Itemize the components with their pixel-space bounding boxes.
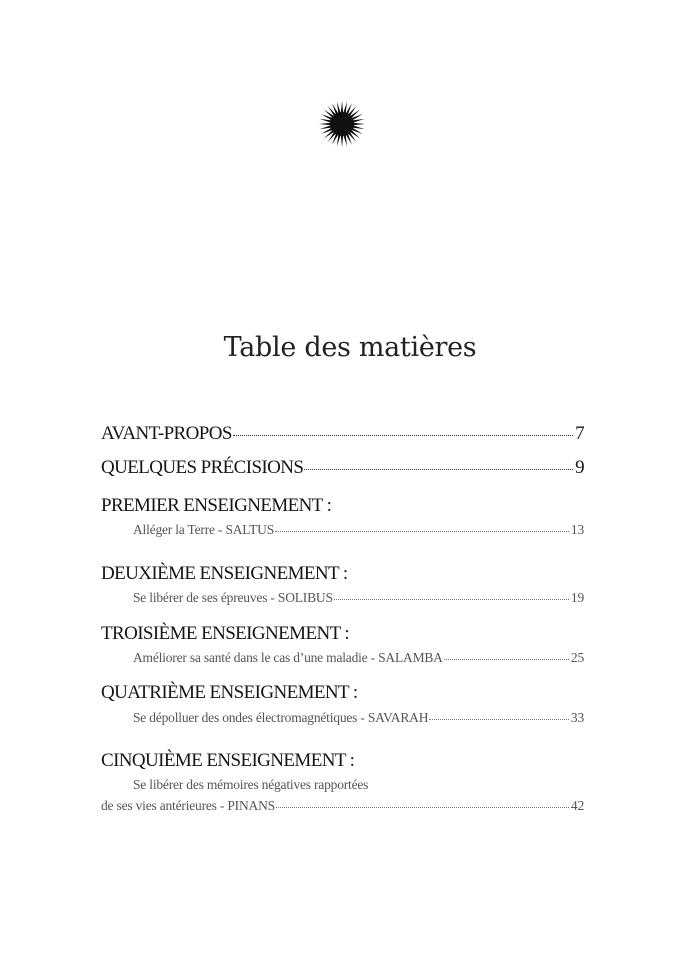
toc-entry[interactable] <box>101 798 584 814</box>
section-heading: QUATRIÈME ENSEIGNEMENT : <box>101 682 358 703</box>
section-heading: PREMIER ENSEIGNEMENT : <box>101 495 332 516</box>
page-number: 25 <box>570 650 584 665</box>
page-number: 19 <box>570 590 584 605</box>
page-number: 9 <box>575 457 584 478</box>
toc-entry[interactable] <box>133 590 584 606</box>
entry-label: QUELQUES PRÉCISIONS <box>101 457 304 478</box>
dot-leader <box>334 599 569 600</box>
dot-leader <box>275 531 569 532</box>
dot-leader <box>233 435 573 436</box>
toc-entry[interactable] <box>133 710 584 726</box>
page-number: 33 <box>570 710 584 725</box>
page-number: 13 <box>570 522 584 537</box>
entry-label: Alléger la Terre - SALTUS <box>133 522 275 537</box>
entry-label: Améliorer sa santé dans le cas d’une maladie - SALAMBA <box>133 650 443 665</box>
dot-leader <box>444 659 569 660</box>
entry-label: AVANT-PROPOS <box>101 423 232 444</box>
page-number: 7 <box>575 423 584 444</box>
page-title: Table des matières <box>223 332 477 363</box>
toc-entry[interactable] <box>101 457 584 479</box>
entry-label: de ses vies antérieures - PINANS <box>101 798 275 813</box>
sun-icon <box>318 100 366 148</box>
entry-label: Se libérer de ses épreuves - SOLIBUS <box>133 590 333 605</box>
dot-leader <box>429 719 569 720</box>
toc-entry[interactable] <box>101 423 584 445</box>
entry-label: Se dépolluer des ondes électromagnétiques - SAVARAH <box>133 710 429 725</box>
dot-leader <box>276 807 569 808</box>
sun-core <box>330 112 354 136</box>
entry-label-line1: Se libérer des mémoires négatives rapportées <box>133 777 369 792</box>
page-number: 42 <box>570 798 584 813</box>
section-heading: TROISIÈME ENSEIGNEMENT : <box>101 623 350 644</box>
dot-leader <box>304 469 573 470</box>
section-heading: DEUXIÈME ENSEIGNEMENT : <box>101 563 348 584</box>
section-heading: CINQUIÈME ENSEIGNEMENT : <box>101 750 355 771</box>
toc-entry[interactable] <box>133 650 584 666</box>
toc-entry[interactable] <box>133 522 584 538</box>
